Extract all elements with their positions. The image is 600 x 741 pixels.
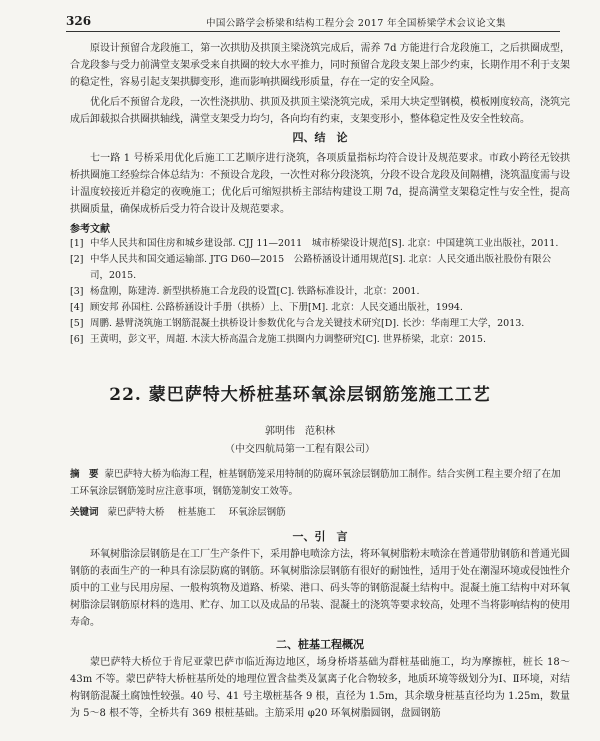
section-1-heading: 一、引 言 bbox=[292, 530, 348, 543]
reference-item: [5] 周鹏. 悬臂浇筑施工钢筋混凝土拱桥设计参数优化与合龙关键技术研究[D]. 长沙：华南理工大学，2013. bbox=[70, 318, 525, 329]
keywords bbox=[70, 504, 296, 518]
keyword: 蒙巴萨特大桥 bbox=[107, 507, 165, 518]
section-4-heading: 四、结 论 bbox=[292, 131, 348, 144]
overview-paragraph: 蒙巴萨特大桥位于肯尼亚蒙巴萨市临近海边地区，场身桥塔基础为群桩基础施工，均为摩擦桩，桩长 18～43m 不等。蒙巴萨特大桥桩基所处的地理位置含盐类及氯离子化合物较多，地质环境等级划分为Ⅰ、Ⅱ环境，对结构钢筋混凝土腐蚀性较强。40 号、41 号主墩桩基各 9 根，直径为 1.5m，其余墩身桩基直径均为 1.25m，数量为 5～8 根不等，全桥共有 369 根桩基础。主筋采用 φ20 环氧树脂圆钢，盘圆钢筋 bbox=[70, 657, 570, 719]
section-2-heading: 二、桩基工程概况 bbox=[276, 638, 364, 651]
prev-paragraph-2: 优化后不预留合龙段，一次性浇拱肋、拱顶及拱顶主梁浇筑完成，采用大块定型钢模，模板刚度较高，浇筑完成后卸载拟合拱圈拱轴线，满堂支架受力均匀，各向均有约束，支架变形小，整体稳定性及安全性较高。 bbox=[70, 97, 570, 125]
article-title: 22. 蒙巴萨特大桥桩基环氧涂层钢筋笼施工工艺 bbox=[109, 385, 491, 405]
keyword: 桩基施工 bbox=[177, 507, 216, 518]
running-header bbox=[66, 14, 560, 30]
reference-item: [6] 王黄明，彭文平，周超. 木渎大桥高温合龙施工拱圈内力调整研究[C]. 世界桥梁，北京：2015. bbox=[70, 334, 486, 345]
article-affiliation: （中交四航局第一工程有限公司） bbox=[225, 444, 375, 455]
reference-item: [2] 中华人民共和国交通运输部. JTG D60—2015 公路桥涵设计通用规范[S]. 北京：人民交通出版社股份有限公司，2015. bbox=[70, 254, 552, 281]
abstract bbox=[70, 466, 570, 500]
reference-list bbox=[70, 236, 570, 348]
conclusion-paragraph: 七一路 1 号桥采用优化后施工工艺顺序进行浇筑，各项质量指标均符合设计及规范要求。市政小跨径无铰拱桥拱圈施工经验综合体总结为：不预设合龙段，一次性对称分段浇筑，分段不设合龙段及间隔槽，浇筑温度需与设计温度较接近并稳定的夜晚施工；优化后可缩短拱桥主部结构建设工期 7d，提高满堂支架稳定性与安全性，提高拱圈质量，确保成桥后受力符合设计及规范要求。 bbox=[70, 153, 570, 215]
reference-item: [3] 杨盘刚，陈建涛. 新型拱桥施工合龙段的设置[C]. 铁路标准设计，北京：2001. bbox=[70, 286, 420, 297]
journal-title: 中国公路学会桥梁和结构工程分会 2017 年全国桥梁学术会议论文集 bbox=[206, 18, 506, 29]
reference-item: [4] 顾安邦 孙国柱. 公路桥涵设计手册（拱桥）上、下册[M]. 北京：人民交通出版社，1994. bbox=[70, 302, 463, 313]
prev-paragraph-1: 原设计预留合龙段施工，第一次拱肋及拱顶主梁浇筑完成后，需养 7d 方能进行合龙段施工，之后拱圈成型，合龙段参与受力前满堂支架承受来自拱圈的较大水平推力，同时预留合龙段支架上部少约束，长期作用不利于支架的稳定性，容易引起支架拱脚变形，進而影响拱圈线形质量，存在一定的安全风险。 bbox=[70, 43, 570, 88]
abstract-text: 蒙巴萨特大桥为临海工程，桩基钢筋笼采用特制的防腐环氧涂层钢筋加工制作。结合实例工程主要介绍了在加工环氧涂层钢筋笼时应注意事项，钢筋笼制安工效等。 bbox=[70, 469, 561, 497]
keywords-label: 关键词 bbox=[70, 507, 99, 518]
references-heading: 参考文献 bbox=[70, 224, 110, 235]
article-authors: 郭明伟 范积林 bbox=[265, 426, 335, 437]
keyword: 环氧涂层钢筋 bbox=[228, 507, 286, 518]
page-number: 326 bbox=[66, 14, 92, 28]
reference-item: [1] 中华人民共和国住房和城乡建设部. CJJ 11—2011 城市桥梁设计规范[S]. 北京：中国建筑工业出版社，2011. bbox=[70, 238, 559, 249]
intro-paragraph: 环氧树脂涂层钢筋是在工厂生产条件下，采用静电喷涂方法，将环氧树脂粉末喷涂在普通带肋钢筋和普通光圆钢筋的表面生产的一种具有涂层防腐的钢筋。环氧树脂涂层钢筋有很好的耐蚀性，适用于处在潮湿环境或侵蚀性介质中的工业与民用房屋、一般构筑物及道路、桥梁、港口、码头等的钢筋混凝土结构中。混凝土施工结构中对环氧树脂涂层钢筋原材料的选用、贮存、加工以及成品的吊装、混凝土的浇筑等要求较高，处理不当将影响结构的使用寿命。 bbox=[70, 549, 570, 628]
header-rule bbox=[66, 31, 560, 32]
abstract-label: 摘 要 bbox=[70, 469, 99, 480]
